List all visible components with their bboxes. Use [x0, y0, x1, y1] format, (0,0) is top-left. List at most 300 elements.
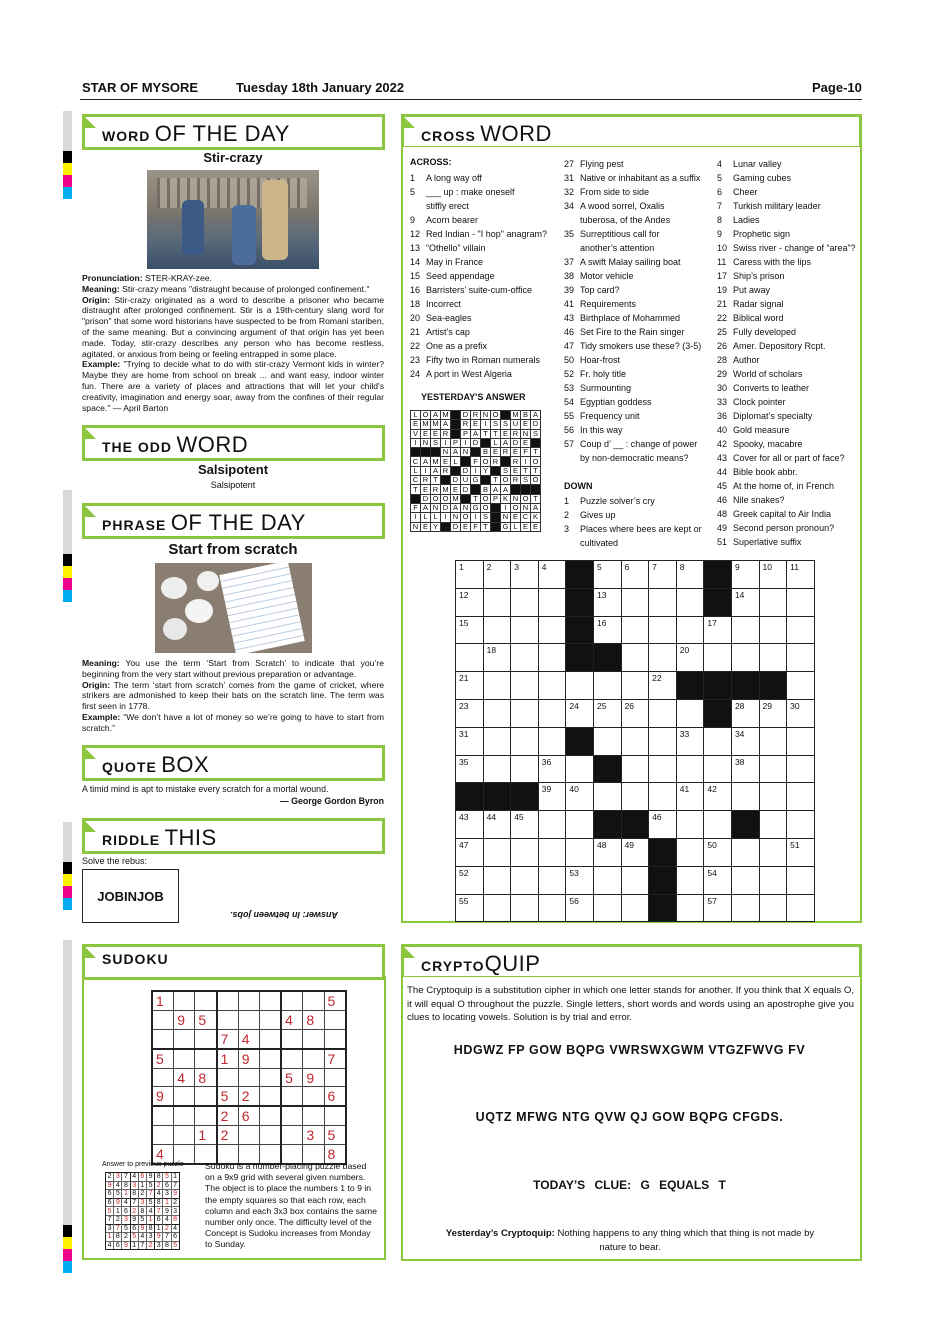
yesterday-cell — [441, 522, 451, 531]
crossword-cell[interactable] — [593, 561, 621, 589]
sudoku-cell[interactable] — [152, 1126, 174, 1145]
crossword-cell[interactable] — [538, 755, 566, 783]
crossword-cell[interactable] — [483, 672, 511, 700]
sudoku-cell[interactable] — [217, 1010, 239, 1029]
yesterday-cell: L — [451, 457, 461, 466]
crossword-cell[interactable] — [621, 838, 649, 866]
clue-number: 49 — [624, 839, 635, 850]
crossword-cell[interactable] — [566, 672, 594, 700]
crossword-cell[interactable] — [483, 894, 511, 922]
crossword-cell[interactable] — [593, 838, 621, 866]
crossword-cell[interactable] — [731, 783, 759, 811]
prev-sudoku-cell: 4 — [106, 1241, 114, 1250]
sudoku-cell[interactable] — [195, 991, 217, 1010]
crossword-cell[interactable] — [456, 644, 484, 672]
yesterday-cell — [451, 429, 461, 438]
sudoku-cell[interactable] — [238, 1068, 259, 1087]
crossword-cell[interactable] — [456, 699, 484, 727]
clue-item: 10 Swiss river - change of “area”? — [717, 243, 856, 253]
crossword-cell[interactable] — [593, 894, 621, 922]
crossword-cell[interactable] — [511, 727, 539, 755]
prev-sudoku-cell: 9 — [106, 1181, 114, 1190]
crossword-cell[interactable] — [483, 866, 511, 894]
crossword-cell[interactable] — [649, 755, 677, 783]
sudoku-cell: 9 — [238, 1049, 259, 1068]
crossword-cell[interactable] — [704, 838, 732, 866]
prev-sudoku-cell: 7 — [155, 1207, 163, 1216]
yesterday-cell: I — [441, 513, 451, 522]
prev-sudoku-cell: 9 — [155, 1233, 163, 1242]
crossword-cell[interactable] — [759, 783, 787, 811]
sudoku-cell[interactable] — [281, 991, 303, 1010]
crossword-black-cell — [704, 588, 732, 616]
crossword-cell[interactable] — [456, 838, 484, 866]
crossword-cell[interactable] — [787, 894, 815, 922]
crossword-cell[interactable] — [511, 755, 539, 783]
crossword-cell[interactable] — [704, 894, 732, 922]
crossword-cell[interactable] — [593, 783, 621, 811]
crossword-cell[interactable] — [456, 894, 484, 922]
crossword-cell[interactable] — [731, 616, 759, 644]
crossword-cell[interactable] — [538, 783, 566, 811]
crossword-cell[interactable] — [676, 561, 704, 589]
clue-item: 43 Birthplace of Mohammed — [564, 313, 681, 323]
crossword-cell[interactable] — [538, 811, 566, 839]
down-clues-col2 — [564, 494, 714, 550]
crossword-cell[interactable] — [593, 727, 621, 755]
crossword-cell[interactable] — [566, 755, 594, 783]
crossword-cell[interactable] — [511, 672, 539, 700]
crossword-cell[interactable] — [511, 588, 539, 616]
prev-sudoku-cell: 4 — [163, 1215, 171, 1224]
sudoku-cell: 5 — [324, 1126, 346, 1145]
prev-sudoku-cell: 3 — [122, 1215, 130, 1224]
sudoku-cell[interactable] — [259, 1068, 281, 1087]
crossword-cell[interactable] — [759, 866, 787, 894]
crossword-cell[interactable] — [538, 644, 566, 672]
crossword-cell[interactable] — [566, 866, 594, 894]
yesterday-cell: E — [471, 420, 481, 429]
prev-sudoku-cell: 9 — [122, 1241, 130, 1250]
crossword-cell[interactable] — [483, 755, 511, 783]
clue-item: 46 Set Fire to the Rain singer — [564, 327, 685, 337]
sudoku-cell[interactable] — [324, 1068, 346, 1087]
crossword-cell[interactable] — [456, 561, 484, 589]
crossword-cell[interactable] — [538, 561, 566, 589]
clue-number: 1 — [459, 562, 464, 572]
yesterday-cell: N — [431, 503, 441, 512]
yesterday-cell — [471, 485, 481, 494]
clue-item: 22 One as a prefix — [410, 341, 488, 351]
crossword-cell[interactable] — [704, 727, 732, 755]
sudoku-cell[interactable] — [174, 1029, 195, 1048]
yesterday-cell: T — [491, 429, 501, 438]
crossword-cell[interactable] — [538, 699, 566, 727]
crossword-black-cell — [759, 672, 787, 700]
crossword-cell[interactable] — [649, 672, 677, 700]
crossword-cell[interactable] — [787, 561, 815, 589]
crossword-cell[interactable] — [759, 894, 787, 922]
crossword-cell[interactable] — [456, 755, 484, 783]
crossword-cell[interactable] — [731, 588, 759, 616]
crossword-cell[interactable] — [593, 616, 621, 644]
sudoku-cell[interactable] — [259, 1106, 281, 1125]
crossword-cell[interactable] — [649, 699, 677, 727]
crossword-cell[interactable] — [759, 727, 787, 755]
crossword-cell[interactable] — [538, 866, 566, 894]
crossword-cell[interactable] — [676, 811, 704, 839]
crossword-cell[interactable] — [676, 616, 704, 644]
crossword-cell[interactable] — [566, 894, 594, 922]
clue-item: 17 Ship’s prison — [717, 271, 785, 281]
crossword-cell[interactable] — [787, 866, 815, 894]
prev-answer-label: Answer to previous puzzle — [102, 1161, 184, 1168]
crossword-cell[interactable] — [676, 588, 704, 616]
crossword-cell[interactable] — [731, 727, 759, 755]
crossword-cell[interactable] — [787, 588, 815, 616]
crossword-cell[interactable] — [649, 644, 677, 672]
yesterday-cell: A — [431, 466, 441, 475]
crossword-cell[interactable] — [759, 644, 787, 672]
crossword-cell[interactable] — [676, 838, 704, 866]
yesterday-cell: A — [501, 438, 511, 447]
crossword-cell[interactable] — [621, 644, 649, 672]
crossword-cell[interactable] — [676, 866, 704, 894]
crossword-cell[interactable] — [456, 672, 484, 700]
crossword-cell[interactable] — [704, 811, 732, 839]
yesterday-cell: D — [461, 466, 471, 475]
riddle-answer: Answer: In between jobs. — [230, 910, 339, 920]
yesterday-cell — [451, 420, 461, 429]
crossword-cell[interactable] — [787, 811, 815, 839]
crossword-cell[interactable] — [456, 588, 484, 616]
yesterday-cell: D — [451, 522, 461, 531]
crossword-cell[interactable] — [593, 588, 621, 616]
clue-item: 54 Egyptian goddess — [564, 397, 652, 407]
sudoku-cell[interactable] — [238, 991, 259, 1010]
crossword-cell[interactable] — [704, 783, 732, 811]
crossword-cell[interactable] — [621, 727, 649, 755]
clue-number: 36 — [541, 756, 552, 767]
yesterday-cell: E — [461, 522, 471, 531]
sudoku-cell[interactable] — [174, 1106, 195, 1125]
quote-author: — George Gordon Byron — [279, 796, 384, 806]
sudoku-cell[interactable] — [217, 991, 239, 1010]
crossword-cell[interactable] — [566, 811, 594, 839]
crossword-cell[interactable] — [676, 644, 704, 672]
crossword-cell[interactable] — [759, 616, 787, 644]
crossword-cell[interactable] — [649, 727, 677, 755]
crossword-cell[interactable] — [649, 588, 677, 616]
yesterday-cell: O — [491, 411, 501, 420]
sudoku-cell: 2 — [217, 1126, 239, 1145]
crossword-cell[interactable] — [649, 783, 677, 811]
crossword-cell[interactable] — [787, 644, 815, 672]
crossword-cell[interactable] — [731, 866, 759, 894]
crossword-cell[interactable] — [483, 588, 511, 616]
crossword-cell[interactable] — [483, 811, 511, 839]
clue-item: 28 Author — [717, 355, 760, 365]
crossword-cell[interactable] — [538, 894, 566, 922]
crossword-cell[interactable] — [483, 561, 511, 589]
corner-accent-icon — [82, 745, 96, 759]
sudoku-cell[interactable] — [174, 991, 195, 1010]
clue-number: 24 — [569, 700, 579, 711]
clue-number: 11 — [790, 562, 799, 572]
yesterday-cell: M — [452, 493, 459, 503]
crossword-cell[interactable] — [649, 616, 677, 644]
clue-item: 50 Hoar-frost — [564, 355, 621, 365]
sudoku-cell[interactable] — [152, 1068, 174, 1087]
crossword-cell[interactable] — [787, 755, 815, 783]
crossword-cell[interactable] — [704, 616, 732, 644]
word-definition: Pronunciation: STER-KRAY-zee. Meaning: Stir-crazy means "distraught because of prolonged confinement." Origin: Stir-crazy originated as a word to describe a prisoner who became distraught after prolonged confinement. Stir is a 19th-century slang word for "prison" that some word historians have suspected to be from Romani stariben, of the same meaning. But a convincing argument of that origin has yet been made. Today, stir-crazy describes any person who has become restless, agitated, or anxious from being or feeling entrapped in some place. Example: "Trying to decide what to do with stir-crazy Vermont kids in winter? Maybe they are home from school on break ... and want easy, indoor winter fun. There are a variety of places and attractions that will let your child's creativity, imagination and energy soar, away from the confines of their regular space." — April Barton — [82, 273, 385, 413]
prev-sudoku-cell: 3 — [146, 1233, 154, 1242]
crossword-cell[interactable] — [538, 588, 566, 616]
sudoku-cell[interactable] — [303, 1106, 324, 1125]
crossword-cell[interactable] — [483, 616, 511, 644]
odd-word-title: Salsipotent — [197, 462, 269, 477]
crossword-cell[interactable] — [593, 699, 621, 727]
yesterday-grid-container — [410, 410, 541, 532]
crossword-cell[interactable] — [787, 672, 815, 700]
sudoku-cell[interactable] — [195, 1106, 217, 1125]
yesterday-cell: O — [531, 476, 541, 485]
crossword-cell[interactable] — [731, 838, 759, 866]
clue-item: 57 Coup d’ __ : change of power — [564, 439, 698, 449]
sudoku-cell[interactable] — [281, 1029, 303, 1048]
crossword-cell[interactable] — [511, 811, 539, 839]
sudoku-cell[interactable] — [174, 1049, 195, 1068]
yesterday-cell: N — [411, 522, 421, 531]
prev-sudoku-cell: 5 — [146, 1181, 154, 1190]
odd-word-heading: THE ODD WORD — [82, 425, 385, 461]
crossword-cell[interactable] — [593, 672, 621, 700]
prev-sudoku-cell: 6 — [130, 1224, 138, 1233]
crossword-cell[interactable] — [566, 699, 594, 727]
crossword-cell[interactable] — [704, 644, 732, 672]
sudoku-cell[interactable] — [152, 1106, 174, 1125]
crossword-cell[interactable] — [704, 866, 732, 894]
crossword-black-cell — [621, 811, 649, 839]
prev-sudoku-cell: 2 — [146, 1241, 154, 1250]
crossword-cell[interactable] — [704, 755, 732, 783]
yesterday-cell: M — [442, 484, 449, 494]
crossword-cell[interactable] — [676, 755, 704, 783]
prev-sudoku-cell: 4 — [130, 1173, 138, 1182]
sudoku-cell[interactable] — [238, 1010, 259, 1029]
yesterday-cell: S — [431, 438, 441, 447]
yesterday-cell: N — [481, 411, 491, 420]
sudoku-cell[interactable] — [238, 1126, 259, 1145]
crossword-cell[interactable] — [538, 727, 566, 755]
crossword-cell[interactable] — [676, 894, 704, 922]
prev-sudoku-cell: 8 — [171, 1215, 179, 1224]
crossword-cell[interactable] — [511, 699, 539, 727]
sudoku-cell[interactable] — [152, 1029, 174, 1048]
prev-sudoku-cell: 6 — [106, 1198, 114, 1207]
crossword-cell[interactable] — [787, 727, 815, 755]
sudoku-cell[interactable] — [174, 1126, 195, 1145]
sudoku-cell[interactable] — [259, 1029, 281, 1048]
crossword-cell[interactable] — [676, 699, 704, 727]
crossword-cell[interactable] — [731, 561, 759, 589]
sudoku-cell[interactable] — [281, 1049, 303, 1068]
prev-sudoku-cell: 6 — [114, 1241, 122, 1250]
yesterday-cell: B — [481, 448, 491, 457]
crossword-cell[interactable] — [621, 561, 649, 589]
yesterday-cell: E — [451, 485, 461, 494]
crossword-cell[interactable] — [483, 727, 511, 755]
clue-item: 25 Fully developed — [717, 327, 797, 337]
crossword-cell[interactable] — [511, 561, 539, 589]
crossword-cell[interactable] — [759, 588, 787, 616]
sudoku-cell[interactable] — [324, 1010, 346, 1029]
yesterday-cell: A — [501, 485, 511, 494]
clue-item: 34 A wood sorrel, Oxalis — [564, 201, 665, 211]
prev-sudoku-cell: 3 — [114, 1173, 122, 1182]
sudoku-cell: 6 — [238, 1106, 259, 1125]
sudoku-cell[interactable] — [303, 1029, 324, 1048]
crossword-cell[interactable] — [731, 755, 759, 783]
sudoku-cell[interactable] — [259, 1049, 281, 1068]
prev-sudoku-cell: 1 — [106, 1233, 114, 1242]
sudoku-cell: 1 — [195, 1126, 217, 1145]
prev-sudoku-cell: 2 — [171, 1198, 179, 1207]
crossword-cell[interactable] — [593, 866, 621, 894]
cryptoquip-line-1: HDGWZ FP GOW BQPG VWRSWXGWM VTGZFWVG FV — [453, 1043, 806, 1057]
crossword-cell[interactable] — [456, 866, 484, 894]
crossword-cell[interactable] — [759, 755, 787, 783]
clue-item: 29 World of scholars — [717, 369, 803, 379]
sudoku-cell[interactable] — [259, 1010, 281, 1029]
margin-bar — [63, 822, 72, 862]
crossword-black-cell — [483, 783, 511, 811]
crossword-cell[interactable] — [511, 838, 539, 866]
yesterday-cell: N — [461, 503, 471, 512]
crossword-cell[interactable] — [621, 699, 649, 727]
sudoku-cell[interactable] — [152, 1010, 174, 1029]
crossword-cell[interactable] — [566, 783, 594, 811]
sudoku-cell[interactable] — [324, 1029, 346, 1048]
crossword-cell[interactable] — [566, 838, 594, 866]
prev-sudoku-cell: 4 — [146, 1207, 154, 1216]
crossword-black-cell — [566, 727, 594, 755]
crossword-cell[interactable] — [787, 616, 815, 644]
sudoku-cell[interactable] — [303, 1087, 324, 1106]
crossword-cell[interactable] — [787, 783, 815, 811]
crossword-cell[interactable] — [511, 644, 539, 672]
crossword-cell[interactable] — [759, 699, 787, 727]
crossword-cell[interactable] — [621, 672, 649, 700]
yesterday-cell: O — [441, 494, 451, 503]
crossword-cell[interactable] — [759, 561, 787, 589]
crossword-cell[interactable] — [511, 894, 539, 922]
crossword-cell[interactable] — [456, 811, 484, 839]
clue-number: 39 — [541, 784, 552, 795]
sudoku-cell[interactable] — [259, 1126, 281, 1145]
yesterday-cell — [521, 485, 531, 494]
yesterday-answer-label: YESTERDAY'S ANSWER — [421, 392, 526, 402]
sudoku-cell[interactable] — [281, 1126, 303, 1145]
header-rule — [80, 99, 862, 100]
crossword-cell[interactable] — [676, 783, 704, 811]
crossword-cell[interactable] — [649, 811, 677, 839]
sudoku-cell: 1 — [217, 1049, 239, 1068]
yesterday-cell — [491, 466, 501, 475]
crossword-cell[interactable] — [511, 616, 539, 644]
odd-word-sub: Salsipotent — [210, 480, 256, 490]
crossword-cell[interactable] — [511, 866, 539, 894]
sudoku-cell: 8 — [195, 1068, 217, 1087]
crossword-cell[interactable] — [621, 783, 649, 811]
crossword-cell[interactable] — [731, 894, 759, 922]
clue-number: 46 — [652, 812, 662, 823]
crossword-cell[interactable] — [649, 561, 677, 589]
yesterday-cell: P — [491, 494, 501, 503]
sudoku-cell[interactable] — [195, 1087, 217, 1106]
crossword-cell[interactable] — [538, 616, 566, 644]
crossword-cell[interactable] — [787, 699, 815, 727]
crossword-cell[interactable] — [621, 894, 649, 922]
sudoku-cell[interactable] — [281, 1087, 303, 1106]
sudoku-cell[interactable] — [174, 1087, 195, 1106]
clue-number: 51 — [790, 839, 800, 850]
sudoku-cell[interactable] — [195, 1029, 217, 1048]
crossword-cell[interactable] — [483, 838, 511, 866]
crossword-cell[interactable] — [538, 838, 566, 866]
crossword-black-cell — [731, 672, 759, 700]
crossword-cell[interactable] — [676, 727, 704, 755]
sudoku-cell[interactable] — [324, 1106, 346, 1125]
sudoku-cell[interactable] — [259, 991, 281, 1010]
crossword-cell[interactable] — [731, 699, 759, 727]
crossword-cell[interactable] — [731, 644, 759, 672]
crossword-cell[interactable] — [759, 811, 787, 839]
sudoku-cell[interactable] — [303, 991, 324, 1010]
yesterday-cell: D — [461, 411, 471, 420]
clue-item: 56 In this way — [564, 425, 623, 435]
yesterday-cell: T — [431, 476, 441, 485]
yesterday-cell: E — [511, 513, 521, 522]
clue-item: 11 Caress with the lips — [717, 257, 812, 267]
crossword-cell[interactable] — [621, 866, 649, 894]
crossword-cell[interactable] — [621, 616, 649, 644]
sudoku-cell[interactable] — [195, 1049, 217, 1068]
crossword-cell[interactable] — [483, 644, 511, 672]
crossword-cell[interactable] — [621, 755, 649, 783]
sudoku-cell[interactable] — [259, 1087, 281, 1106]
crossword-cell[interactable] — [483, 699, 511, 727]
sudoku-cell[interactable] — [303, 1049, 324, 1068]
sudoku-cell[interactable] — [217, 1068, 239, 1087]
clue-item: 43 Cover for all or part of face? — [717, 453, 845, 463]
yesterday-cell — [531, 438, 541, 447]
crossword-cell[interactable] — [621, 588, 649, 616]
prev-sudoku-cell: 5 — [138, 1215, 146, 1224]
crossword-cell[interactable] — [456, 616, 484, 644]
clue-item: 7 Turkish military leader — [717, 201, 821, 211]
sudoku-cell: 4 — [174, 1068, 195, 1087]
yesterday-cell: R — [441, 429, 451, 438]
crossword-cell[interactable] — [787, 838, 815, 866]
yesterday-cell: T — [491, 476, 501, 485]
crossword-cell[interactable] — [538, 672, 566, 700]
crossword-cell[interactable] — [456, 727, 484, 755]
yesterday-cell: U — [511, 420, 521, 429]
sudoku-cell[interactable] — [281, 1106, 303, 1125]
crossword-cell[interactable] — [759, 838, 787, 866]
